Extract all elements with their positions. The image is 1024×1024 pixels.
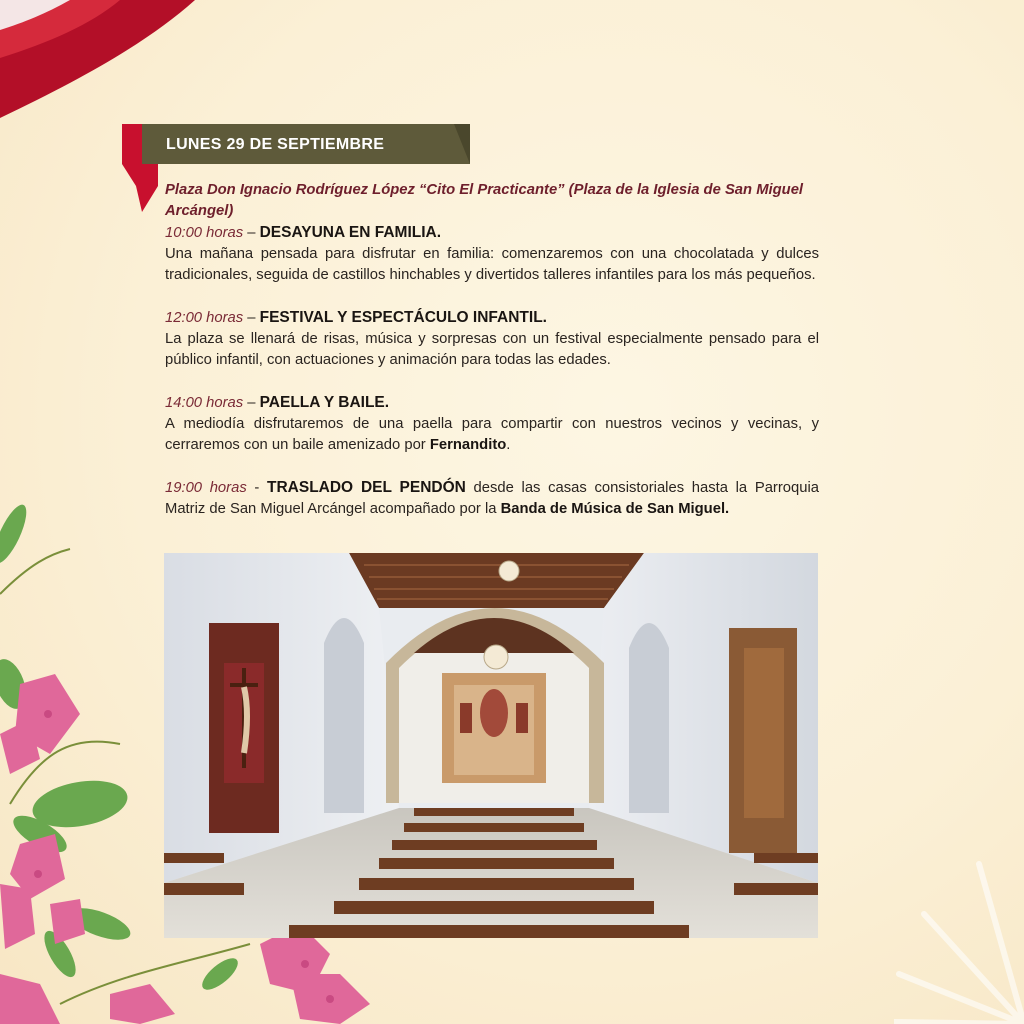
program-content xyxy=(165,180,819,520)
event-description-text: A mediodía disfrutaremos de una paella para compartir con nuestros vecinos y vecinas, y cerraremos con un baile amenizado por xyxy=(165,416,819,453)
event-line xyxy=(165,477,819,520)
event-time: 14:00 horas xyxy=(165,395,244,411)
event-item xyxy=(165,392,819,456)
event-item xyxy=(165,222,819,286)
event-time: 19:00 horas xyxy=(165,480,247,496)
church-interior-photo xyxy=(164,553,818,938)
band-name: Banda de Música de San Miguel. xyxy=(500,501,730,517)
event-item xyxy=(165,307,819,371)
event-title: TRASLADO DEL PENDÓN xyxy=(267,479,466,496)
venue-text: Plaza Don Ignacio Rodríguez López “Cito El Practicante” (Plaza de la Iglesia de San Miguel Arcángel) xyxy=(165,182,804,219)
corner-ribbon-decoration xyxy=(0,0,200,120)
event-description-end: . xyxy=(506,437,511,453)
event-separator: – xyxy=(243,225,260,241)
event-description-text: desde las casas consistoriales hasta la Parroquia Matriz de San Miguel Arcángel acompañado por la xyxy=(165,480,819,517)
date-heading: LUNES 29 DE SEPTIEMBRE xyxy=(166,136,385,153)
event-description: Una mañana pensada para disfrutar en familia: comenzaremos con una chocolatada y dulces tradicionales, seguida de castillos hinchables y divertidos talleres infantiles para los más pequeños. xyxy=(165,246,819,283)
event-title: PAELLA Y BAILE. xyxy=(259,394,390,411)
sunburst-decoration xyxy=(894,854,1024,1024)
event-title: FESTIVAL Y ESPECTÁCULO INFANTIL. xyxy=(259,309,547,326)
event-time: 10:00 horas xyxy=(165,225,244,241)
event-title: DESAYUNA EN FAMILIA. xyxy=(259,224,442,241)
performer-name: Fernandito xyxy=(429,437,507,453)
event-item xyxy=(165,477,819,520)
event-description: La plaza se llenará de risas, música y sorpresas con un festival especialmente pensado para el público infantil, con actuaciones y animación para todas las edades. xyxy=(165,331,819,368)
event-time: 12:00 horas xyxy=(165,310,244,326)
event-description xyxy=(165,414,819,456)
event-separator: - xyxy=(246,480,267,496)
event-separator: – xyxy=(243,310,260,326)
event-separator: – xyxy=(243,395,260,411)
